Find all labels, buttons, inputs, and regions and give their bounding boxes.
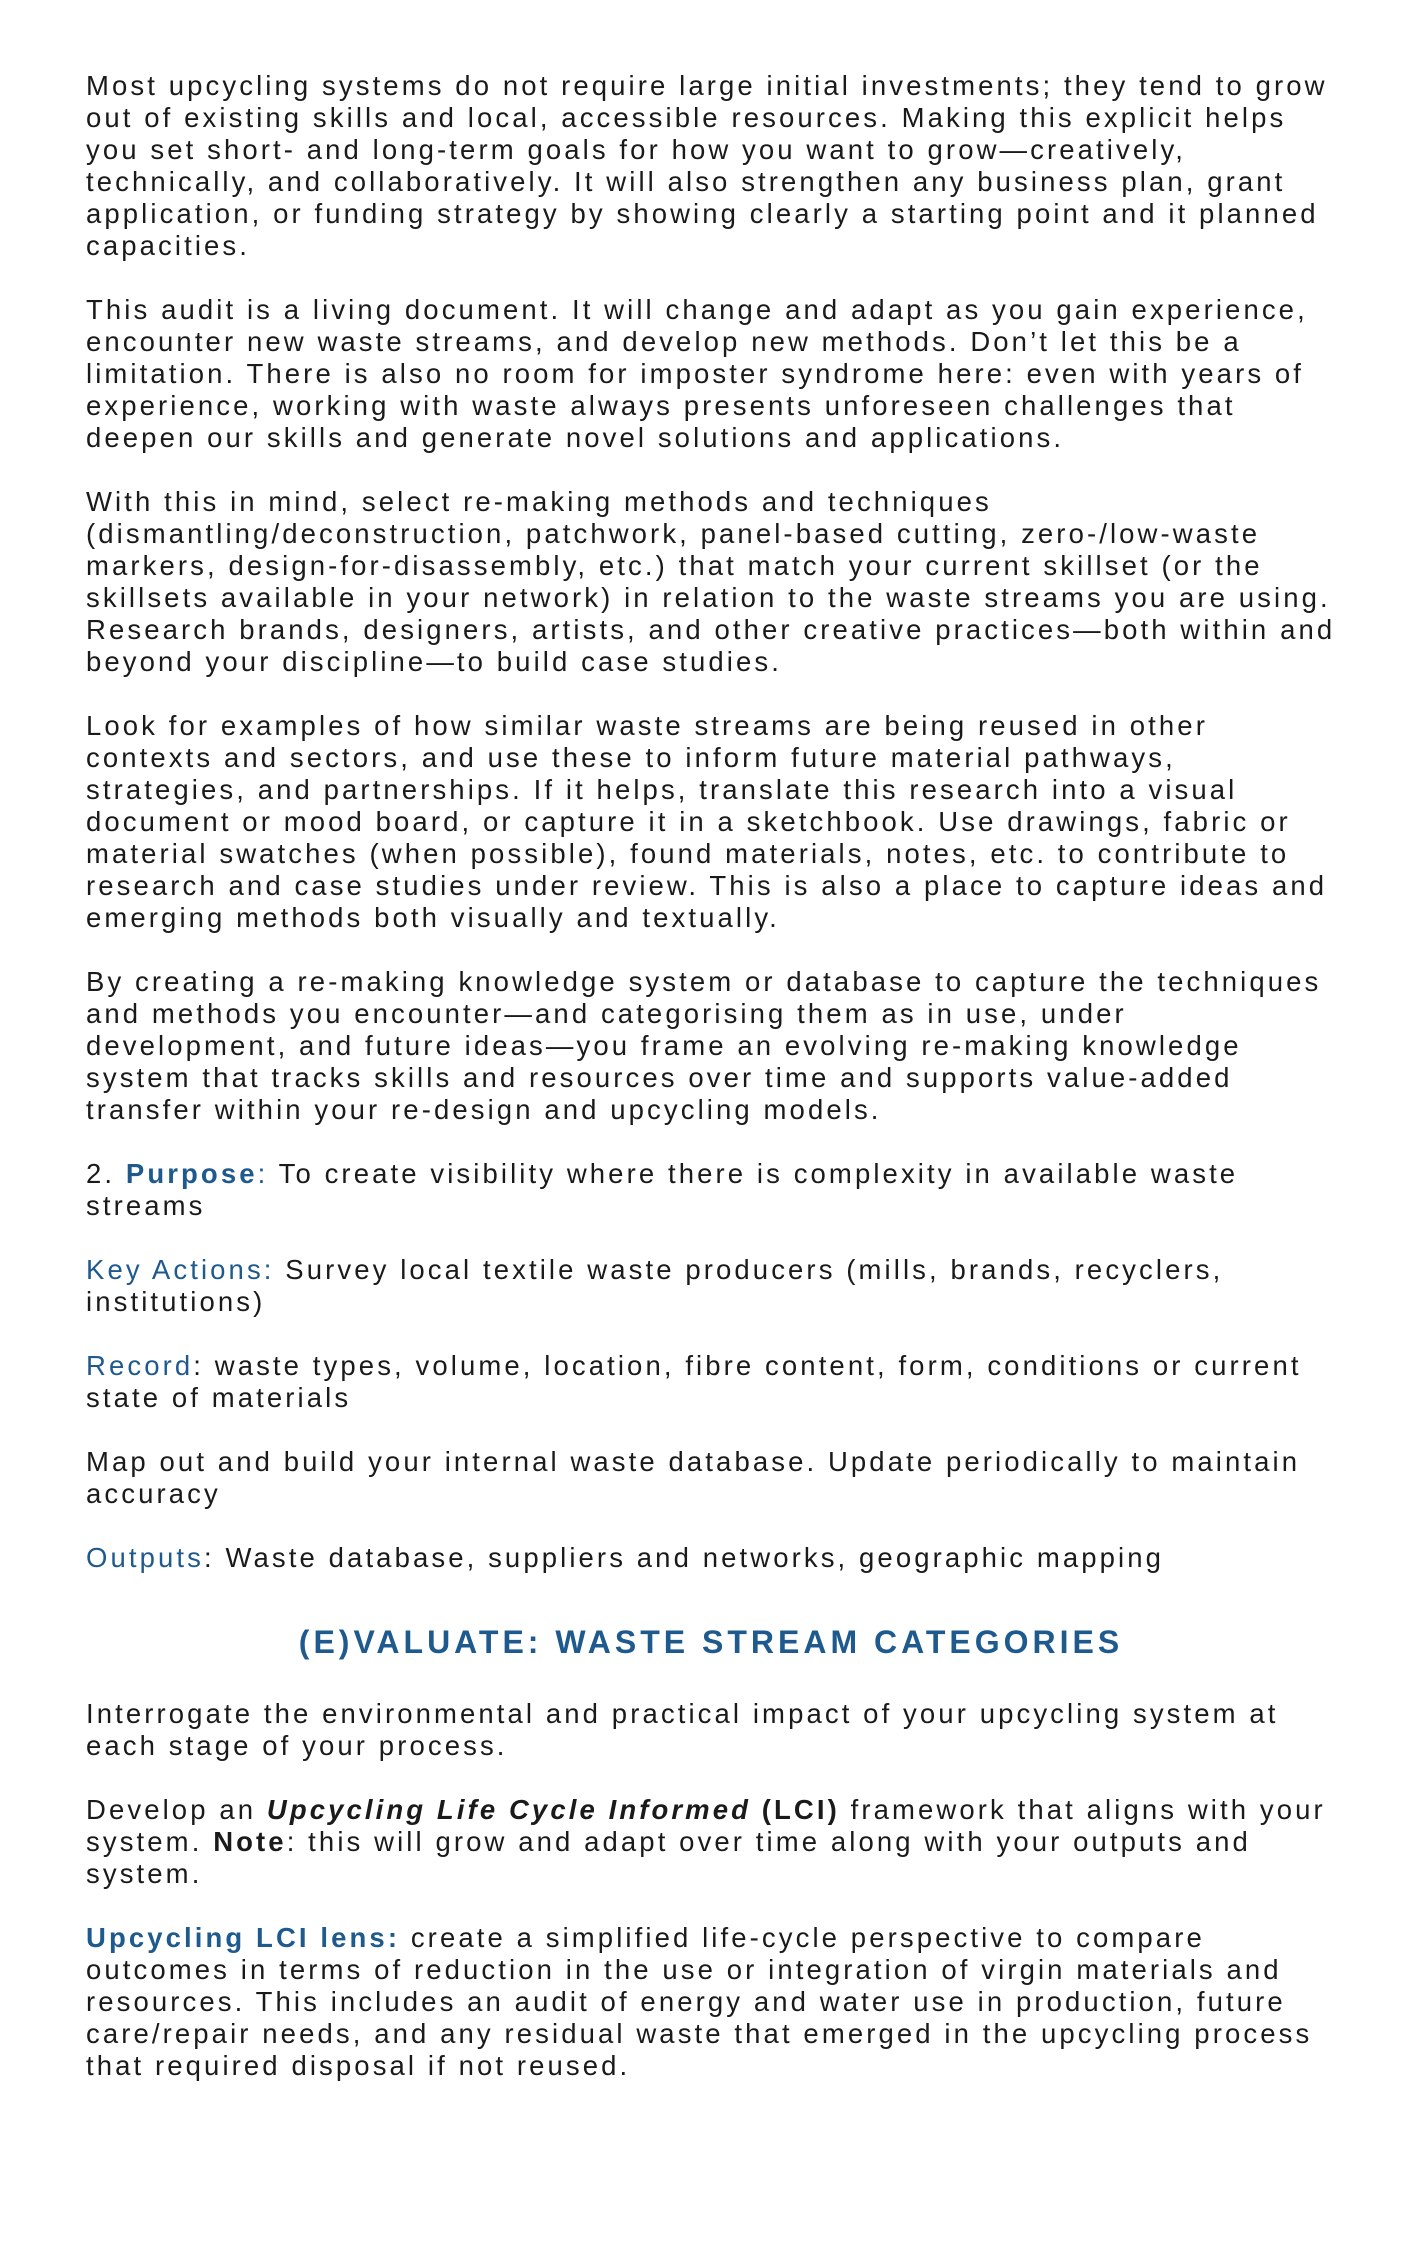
intro-paragraph: Most upcycling systems do not require large initial investments; they tend to grow out of existing skills and local, accessible resources. Making this explicit helps you set short- and long-term goals for how you want to grow—creatively, technically, and collaboratively. It will also strengthen any business plan, grant application, or funding strategy by showing clearly a starting point and it planned capacities.: [86, 70, 1328, 261]
methods-paragraph: With this in mind, select re-making methods and techniques (dismantling/deconstruction, patchwork, panel-based cutting, zero-/low-waste markers, design-for-disassembly, etc.) that match your current skillset (or the skillsets available in your network) in relation to the waste streams you are using. Research brands, designers, artists, and other creative practices—both within and beyond your discipline—to build case studies.: [86, 486, 1336, 677]
purpose-colon: :: [257, 1158, 269, 1189]
develop-prefix: Develop an: [86, 1794, 267, 1825]
section-heading: (E)VALUATE: WASTE STREAM CATEGORIES: [298, 1624, 1124, 1660]
knowledge-system-paragraph: By creating a re-making knowledge system or database to capture the techniques and methods you encounter—and categorising them as in use, under development, and future ideas—you frame an evolving re-making knowledge system that tracks skills and resources over time and supports value-added transfer within your re-design and upcycling models.: [86, 966, 1322, 1125]
record-paragraph: [86, 1350, 1336, 1414]
lens-paragraph: [86, 1922, 1336, 2082]
outputs-label: Outputs: [86, 1542, 205, 1573]
note-text: : this will grow and adapt over time along with your outputs and system.: [86, 1826, 1251, 1889]
purpose-paragraph: [86, 1158, 1336, 1222]
examples-paragraph: Look for examples of how similar waste streams are being reused in other contexts and sectors, and use these to inform future material pathways, strategies, and partnerships. If it helps, translate this research into a visual document or mood board, or capture it in a sketchbook. Use drawings, fabric or material swatches (when possible), found materials, notes, etc. to contribute to research and case studies under review. This is also a place to capture ideas and emerging methods both visually and textually.: [86, 710, 1328, 933]
living-document-paragraph: This audit is a living document. It will change and adapt as you gain experience, encounter new waste streams, and develop new methods. Don’t let this be a limitation. There is also no room for imposter syndrome here: even with years of experience, working with waste always presents unforeseen challenges that deepen our skills and generate novel solutions and applications.: [86, 294, 1308, 453]
key-actions-text: Survey local textile waste producers (mills, brands, recyclers, institutions): [86, 1254, 1224, 1317]
purpose-number: 2.: [86, 1158, 126, 1189]
develop-after: framework that aligns with your system.: [86, 1794, 1326, 1857]
note-label: Note: [213, 1826, 287, 1857]
document-page: [86, 70, 1336, 2114]
outputs-text: : Waste database, suppliers and networks, geographic mapping: [204, 1542, 1165, 1573]
map-paragraph: Map out and build your internal waste database. Update periodically to maintain accuracy: [86, 1446, 1301, 1509]
lci-term: Upcycling Life Cycle Informed: [266, 1794, 752, 1825]
record-label: Record: [86, 1350, 194, 1381]
lci-abbreviation: (LCI): [751, 1794, 840, 1825]
key-actions-paragraph: [86, 1254, 1336, 1318]
interrogate-paragraph: Interrogate the environmental and practical impact of your upcycling system at each stage of your process.: [86, 1698, 1279, 1761]
key-actions-label: Key Actions:: [86, 1254, 275, 1285]
lens-text: create a simplified life-cycle perspective to compare outcomes in terms of reduction in the use or integration of virgin materials and resources. This includes an audit of energy and water use in production, future care/repair needs, and any residual waste that emerged in the upcycling process that required disposal if not reused.: [86, 1922, 1313, 2081]
record-text: : waste types, volume, location, fibre content, form, conditions or current state of materials: [86, 1350, 1302, 1413]
outputs-paragraph: [86, 1542, 1336, 1574]
purpose-text: To create visibility where there is complexity in available waste streams: [86, 1158, 1239, 1221]
develop-paragraph: [86, 1794, 1336, 1890]
purpose-label: Purpose: [125, 1158, 258, 1189]
lens-label: Upcycling LCI lens:: [86, 1922, 401, 1953]
